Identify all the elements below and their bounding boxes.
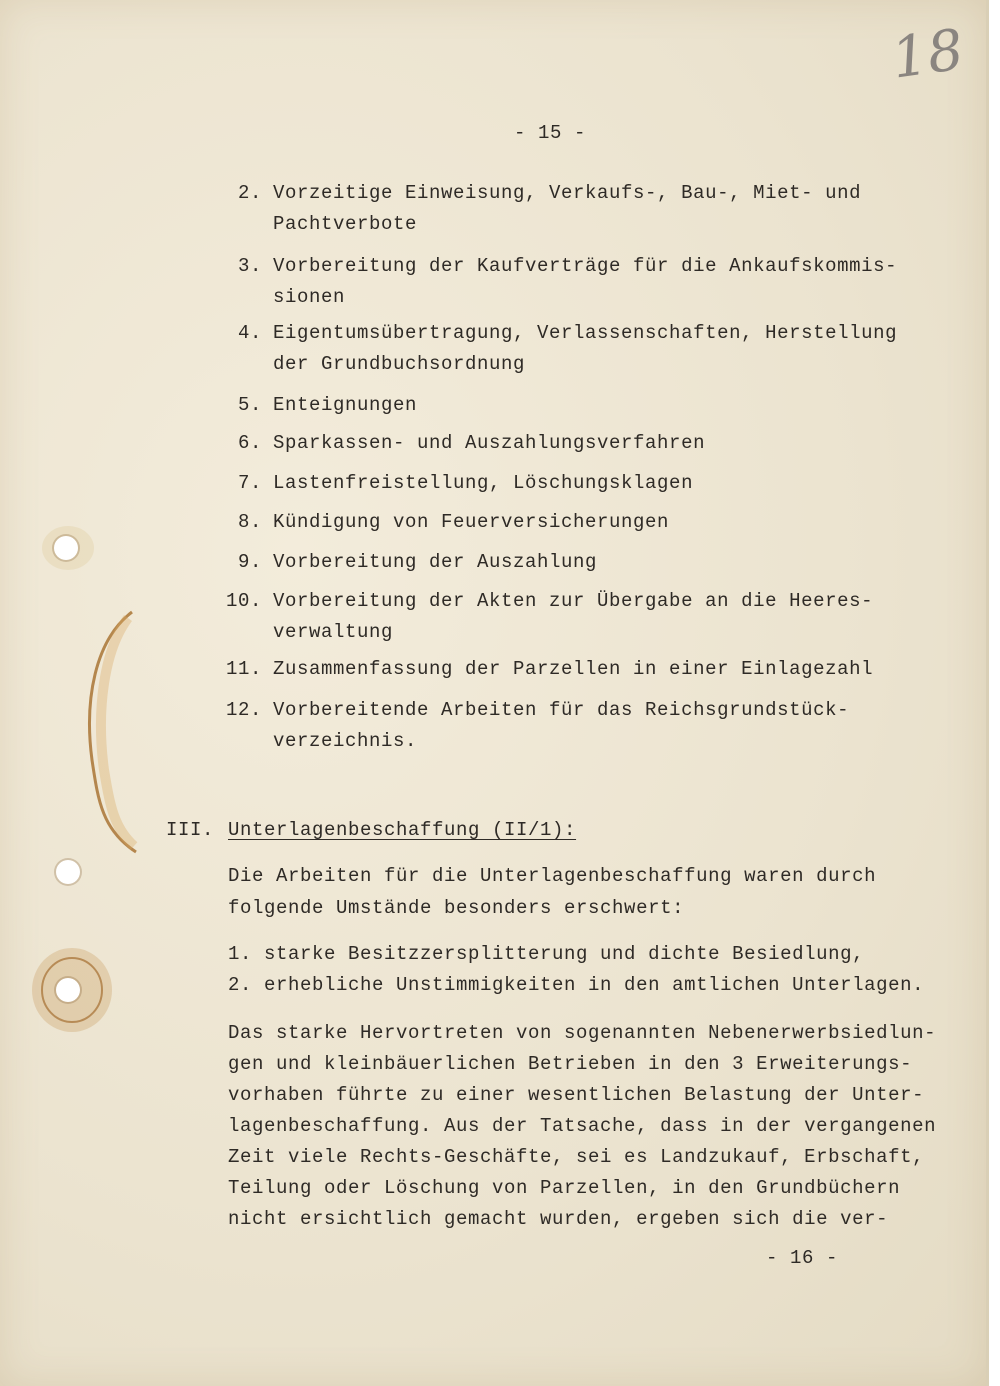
- paragraph-line: vorhaben führte zu einer wesentlichen Belastung der Unter-: [228, 1084, 925, 1106]
- list-item-number: 9.: [238, 551, 263, 573]
- list-item-text: Vorbereitung der Akten zur Übergabe an die Heeres-: [273, 590, 874, 612]
- paragraph-line: Zeit viele Rechts-Geschäfte, sei es Landzukauf, Erbschaft,: [228, 1146, 925, 1168]
- list-item-text: verwaltung: [273, 621, 394, 643]
- list-item-text: der Grundbuchsordnung: [273, 353, 526, 375]
- list-item-text: Kündigung von Feuerversicherungen: [273, 511, 670, 533]
- list-item-number: 11.: [226, 658, 263, 680]
- list-item-number: 12.: [226, 699, 263, 721]
- list-item-text: Sparkassen- und Auszahlungsverfahren: [273, 432, 706, 454]
- list-item-text: Lastenfreistellung, Löschungsklagen: [273, 472, 694, 494]
- list-item-text: Eigentumsübertragung, Verlassenschaften, Herstellung: [273, 322, 898, 344]
- numbered-point: 2. erhebliche Unstimmigkeiten in den amtlichen Unterlagen.: [228, 974, 925, 996]
- paragraph-line: lagenbeschaffung. Aus der Tatsache, dass in der vergangenen: [228, 1115, 937, 1137]
- paragraph-line: Teilung oder Löschung von Parzellen, in den Grundbüchern: [228, 1177, 901, 1199]
- list-item-number: 6.: [238, 432, 263, 454]
- paragraph-line: gen und kleinbäuerlichen Betrieben in den 3 Erweiterungs-: [228, 1053, 913, 1075]
- list-item-text: Vorbereitung der Kaufverträge für die Ankaufskommis-: [273, 255, 898, 277]
- handwritten-page-number: 18: [887, 17, 968, 92]
- next-page-marker: - 16 -: [766, 1247, 839, 1269]
- punch-hole: [56, 978, 80, 1002]
- list-item-text: Vorbereitende Arbeiten für das Reichsgrundstück-: [273, 699, 850, 721]
- paragraph-line: Die Arbeiten für die Unterlagenbeschaffung waren durch: [228, 865, 877, 887]
- list-item-number: 3.: [238, 255, 263, 277]
- section-numeral: III.: [166, 819, 215, 841]
- list-item-number: 2.: [238, 182, 263, 204]
- list-item-number: 4.: [238, 322, 263, 344]
- paragraph-line: Das starke Hervortreten von sogenannten Nebenerwerbsiedlun-: [228, 1022, 937, 1044]
- page-number: - 15 -: [514, 122, 587, 144]
- list-item-text: Vorzeitige Einweisung, Verkaufs-, Bau-, Miet- und: [273, 182, 862, 204]
- list-item-text: Zusammenfassung der Parzellen in einer Einlagezahl: [273, 658, 874, 680]
- list-item-text: Pachtverbote: [273, 213, 418, 235]
- list-item-text: Vorbereitung der Auszahlung: [273, 551, 598, 573]
- section-heading: Unterlagenbeschaffung (II/1):: [228, 819, 577, 841]
- numbered-point: 1. starke Besitzzersplitterung und dichte Besiedlung,: [228, 943, 865, 965]
- list-item-number: 8.: [238, 511, 263, 533]
- punch-hole: [54, 536, 78, 560]
- paragraph-line: nicht ersichtlich gemacht wurden, ergeben sich die ver-: [228, 1208, 889, 1230]
- list-item-number: 5.: [238, 394, 263, 416]
- list-item-text: sionen: [273, 286, 346, 308]
- list-item-text: Enteignungen: [273, 394, 418, 416]
- list-item-text: verzeichnis.: [273, 730, 418, 752]
- list-item-number: 7.: [238, 472, 263, 494]
- list-item-number: 10.: [226, 590, 263, 612]
- paragraph-line: folgende Umstände besonders erschwert:: [228, 897, 685, 919]
- punch-hole: [56, 860, 80, 884]
